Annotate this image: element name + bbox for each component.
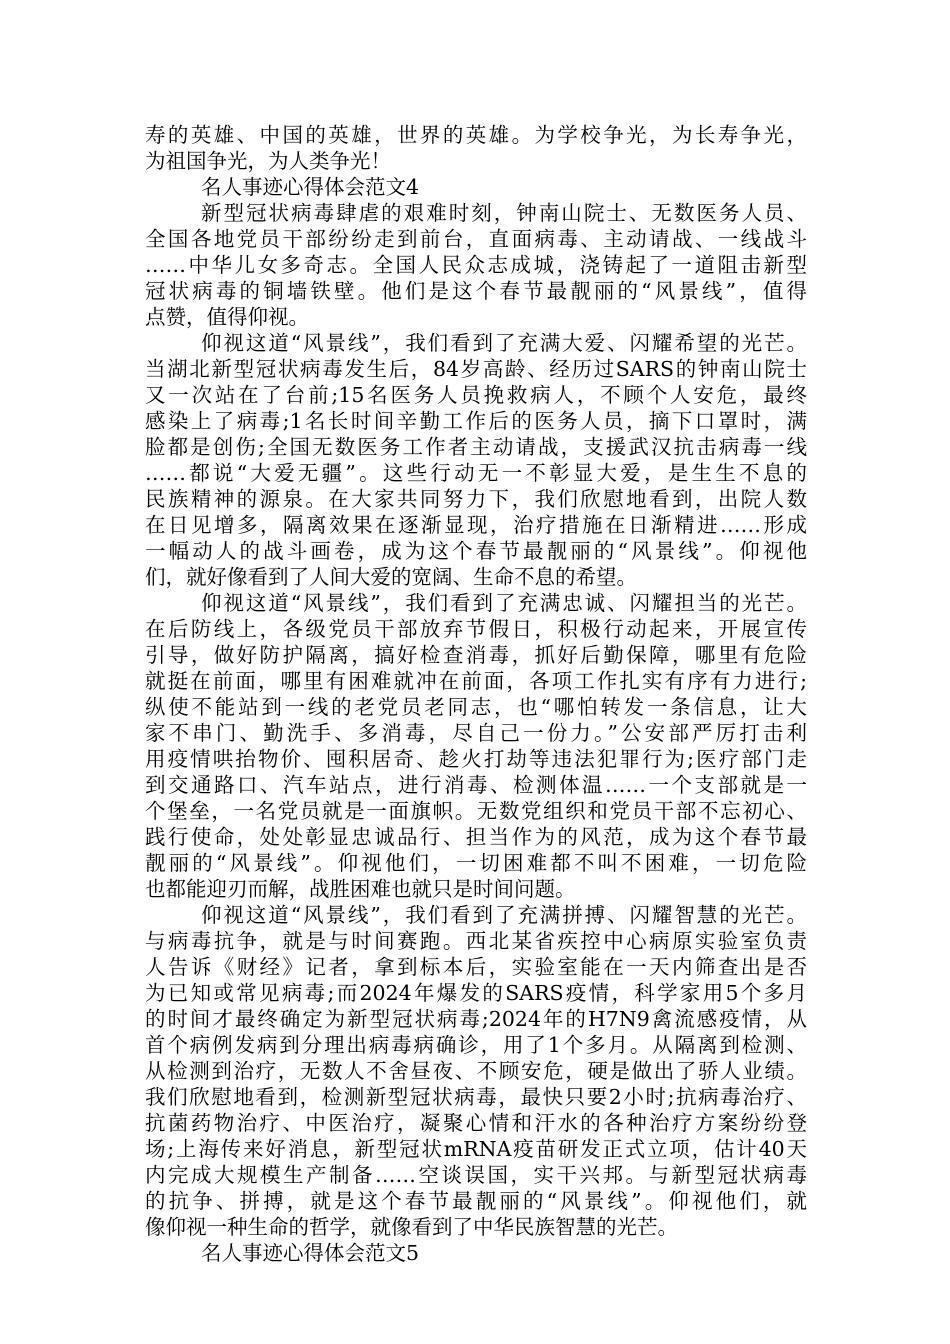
body-paragraph — [145, 200, 807, 330]
document-page — [145, 122, 807, 1266]
text-line: 场;上海传来好消息，新型冠状mRNA疫苗研发正式立项，估计40天 — [145, 1137, 807, 1161]
text-line: 到交通路口、汽车站点，进行消毒、检测体温……一个支部就是一 — [145, 773, 807, 797]
text-line: 新型冠状病毒肆虐的艰难时刻，钟南山院士、无数医务人员、 — [201, 201, 807, 225]
text-line: 从检测到治疗，无数人不舍昼夜、不顾安危，硬是做出了骄人业绩。 — [145, 1059, 807, 1083]
text-line: 们，就好像看到了人间大爱的宽阔、生命不息的希望。 — [145, 565, 637, 589]
text-line: 为已知或常见病毒;而2024年爆发的SARS疫情，科学家用5个多月 — [145, 981, 807, 1005]
text-line: 冠状病毒的铜墙铁壁。他们是这个春节最靓丽的“风景线”，值得 — [145, 279, 807, 303]
text-line: 就挺在前面，哪里有困难就冲在前面，各项工作扎实有序有力进行; — [145, 669, 807, 693]
text-line: 仰视这道“风景线”，我们看到了充满拼搏、闪耀智慧的光芒。 — [201, 903, 807, 927]
text-line: 感染上了病毒;1名长时间辛勤工作后的医务人员，摘下口罩时，满 — [145, 409, 807, 433]
text-line: 的时间才最终确定为新型冠状病毒;2024年的H7N9禽流感疫情，从 — [145, 1007, 807, 1031]
text-line: 为祖国争光，为人类争光！ — [145, 149, 391, 173]
text-line: 仰视这道“风景线”，我们看到了充满大爱、闪耀希望的光芒。 — [201, 331, 807, 355]
text-line: 首个病例发病到分理出病毒病确诊，用了1个多月。从隔离到检测、 — [145, 1033, 807, 1057]
text-line: 靓丽的“风景线”。仰视他们，一切困难都不叫不困难，一切危险 — [145, 851, 807, 875]
text-line: 民族精神的源泉。在大家共同努力下，我们欣慰地看到，出院人数 — [145, 487, 807, 511]
text-line: 我们欣慰地看到，检测新型冠状病毒，最快只要2小时;抗病毒治疗、 — [145, 1085, 807, 1109]
text-line: 在后防线上，各级党员干部放弃节假日，积极行动起来，开展宣传 — [145, 617, 807, 641]
text-line: 用疫情哄抬物价、囤积居奇、趁火打劫等违法犯罪行为;医疗部门走 — [145, 747, 807, 771]
text-line: 在日见增多，隔离效果在逐渐显现，治疗措施在日渐精进……形成 — [145, 513, 807, 537]
body-paragraph — [145, 122, 807, 174]
text-line: 寿的英雄、中国的英雄，世界的英雄。为学校争光，为长寿争光， — [145, 123, 807, 147]
section-heading — [145, 174, 807, 200]
text-line: 抗菌药物治疗、中医治疗，凝聚心情和汗水的各种治疗方案纷纷登 — [145, 1111, 807, 1135]
body-paragraph — [145, 590, 807, 902]
section-heading — [145, 1240, 807, 1266]
text-line: 引导，做好防护隔离，搞好检查消毒，抓好后勤保障，哪里有危险 — [145, 643, 807, 667]
text-line: 当湖北新型冠状病毒发生后，84岁高龄、经历过SARS的钟南山院士 — [145, 357, 807, 381]
text-line: 纵使不能站到一线的老党员老同志，也“哪怕转发一条信息，让大 — [145, 695, 807, 719]
text-line: 又一次站在了台前;15名医务人员挽救病人，不顾个人安危，最终 — [145, 383, 807, 407]
text-line: ……都说“大爱无疆”。这些行动无一不彰显大爱，是生生不息的 — [145, 461, 807, 485]
text-line: 个堡垒，一名党员就是一面旗帜。无数党组织和党员干部不忘初心、 — [145, 799, 807, 823]
body-paragraph — [145, 330, 807, 590]
text-line: 人告诉《财经》记者，拿到标本后，实验室能在一天内筛查出是否 — [145, 955, 807, 979]
text-line: 像仰视一种生命的哲学，就像看到了中华民族智慧的光芒。 — [145, 1215, 678, 1239]
text-line: 家不串门、勤洗手、多消毒，尽自己一份力。”公安部严厉打击利 — [145, 721, 807, 745]
text-line: 内完成大规模生产制备……空谈误国，实干兴邦。与新型冠状病毒 — [145, 1163, 807, 1187]
text-line: 脸都是创伤;全国无数医务工作者主动请战，支援武汉抗击病毒一线 — [145, 435, 807, 459]
text-line: 点赞，值得仰视。 — [145, 305, 309, 329]
text-line: 与病毒抗争，就是与时间赛跑。西北某省疾控中心病原实验室负责 — [145, 929, 807, 953]
text-line: 践行使命，处处彰显忠诚品行、担当作为的风范，成为这个春节最 — [145, 825, 807, 849]
text-line: 名人事迹心得体会范文4 — [201, 175, 420, 199]
text-line: ……中华儿女多奇志。全国人民众志成城，浇铸起了一道阻击新型 — [145, 253, 807, 277]
text-line: 仰视这道“风景线”，我们看到了充满忠诚、闪耀担当的光芒。 — [201, 591, 807, 615]
text-line: 的抗争、拼搏，就是这个春节最靓丽的“风景线”。仰视他们，就 — [145, 1189, 807, 1213]
text-line: 全国各地党员干部纷纷走到前台，直面病毒、主动请战、一线战斗 — [145, 227, 807, 251]
text-line: 也都能迎刃而解，战胜困难也就只是时间问题。 — [145, 877, 576, 901]
text-line: 一幅动人的战斗画卷，成为这个春节最靓丽的“风景线”。仰视他 — [145, 539, 807, 563]
body-paragraph — [145, 902, 807, 1240]
text-line: 名人事迹心得体会范文5 — [201, 1241, 420, 1265]
